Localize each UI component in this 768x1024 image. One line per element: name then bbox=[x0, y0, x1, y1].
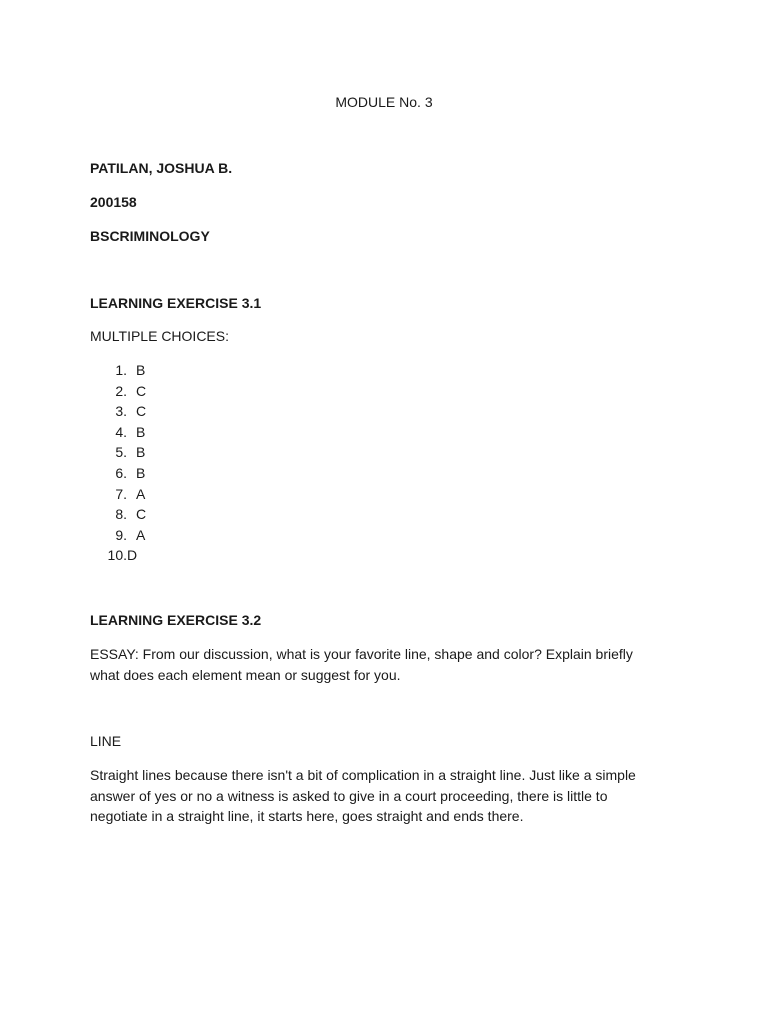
item-number: 4. bbox=[115, 423, 127, 440]
exercise-2-heading: LEARNING EXERCISE 3.2 bbox=[90, 612, 262, 628]
list-item bbox=[90, 545, 146, 566]
item-number: 7. bbox=[115, 485, 127, 502]
essay-prompt-line: ESSAY: From our discussion, what is your favorite line, shape and color? Explain briefly bbox=[90, 646, 633, 662]
item-number: 3. bbox=[115, 403, 127, 420]
list-item bbox=[90, 360, 146, 381]
exercise-1-heading: LEARNING EXERCISE 3.1 bbox=[90, 295, 262, 311]
item-answer: A bbox=[136, 485, 146, 502]
student-name: PATILAN, JOSHUA B. bbox=[90, 160, 233, 176]
list-item bbox=[90, 463, 146, 484]
item-number: 8. bbox=[115, 506, 127, 523]
list-item bbox=[90, 401, 146, 422]
essay-prompt bbox=[90, 644, 690, 685]
item-answer: B bbox=[136, 464, 146, 481]
list-item bbox=[90, 525, 146, 546]
item-answer: B bbox=[136, 423, 146, 440]
line-heading: LINE bbox=[90, 733, 122, 749]
line-answer-line: negotiate in a straight line, it starts here, goes straight and ends there. bbox=[90, 808, 524, 824]
item-answer: D bbox=[127, 547, 138, 564]
item-number: 9. bbox=[115, 526, 127, 543]
exercise-1-subheading: MULTIPLE CHOICES: bbox=[90, 328, 229, 344]
list-item bbox=[90, 422, 146, 443]
item-number: 2. bbox=[115, 382, 127, 399]
item-answer: A bbox=[136, 526, 146, 543]
item-answer: C bbox=[136, 403, 147, 420]
answer-list bbox=[90, 360, 146, 566]
student-id: 200158 bbox=[90, 194, 137, 210]
line-answer bbox=[90, 765, 690, 827]
item-answer: C bbox=[136, 382, 147, 399]
list-item bbox=[90, 484, 146, 505]
list-item bbox=[90, 504, 146, 525]
course-name: BSCRIMINOLOGY bbox=[90, 228, 210, 244]
item-answer: B bbox=[136, 362, 146, 378]
item-number: 10. bbox=[107, 547, 127, 564]
line-answer-line: Straight lines because there isn't a bit of complication in a straight line. Just like a simple bbox=[90, 767, 636, 783]
item-answer: C bbox=[136, 506, 147, 523]
item-answer: B bbox=[136, 444, 146, 461]
essay-prompt-line: what does each element mean or suggest for you. bbox=[90, 666, 401, 683]
list-item bbox=[90, 442, 146, 463]
list-item bbox=[90, 381, 146, 402]
item-number: 1. bbox=[115, 362, 127, 378]
item-number: 6. bbox=[115, 464, 127, 481]
item-number: 5. bbox=[115, 444, 127, 461]
line-answer-line: answer of yes or no a witness is asked to give in a court proceeding, there is little to bbox=[90, 787, 608, 804]
page-title: MODULE No. 3 bbox=[335, 94, 433, 110]
